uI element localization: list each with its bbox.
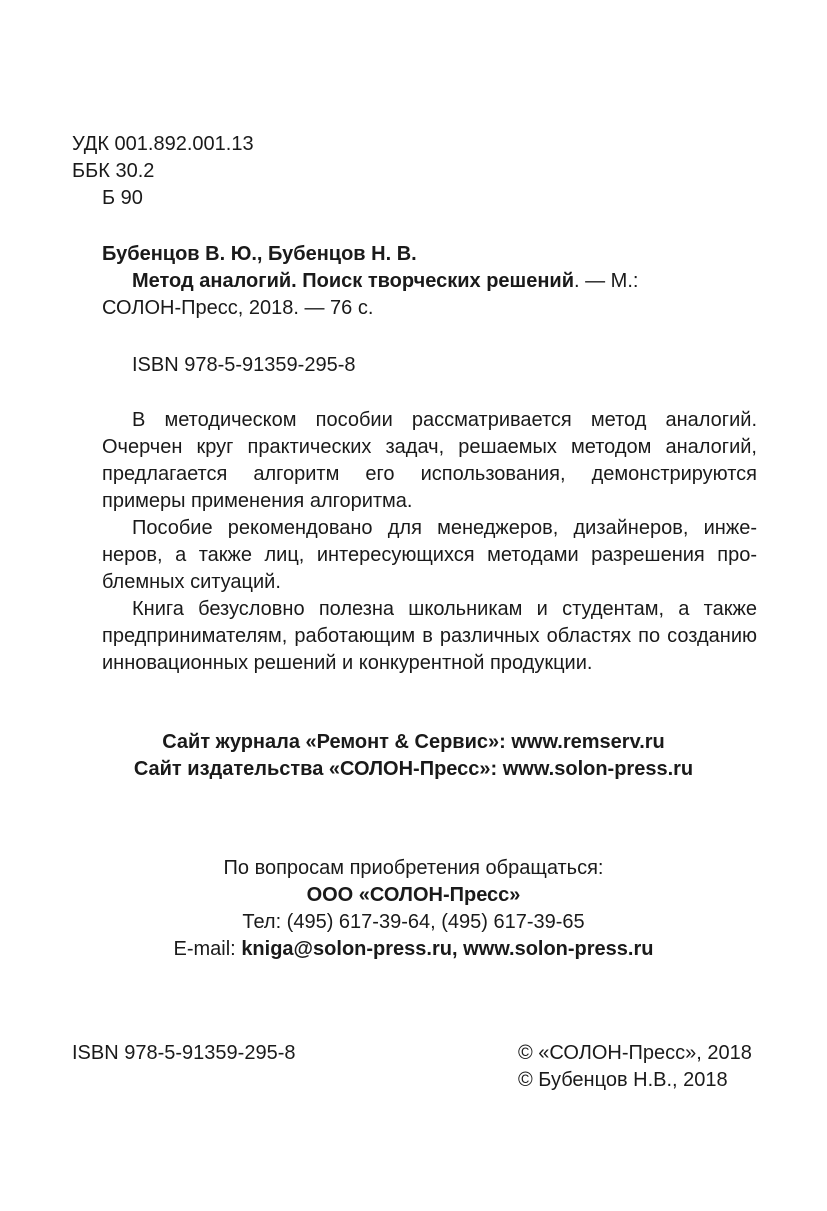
isbn-bottom: ISBN 978-5-91359-295-8	[72, 1042, 296, 1064]
contacts-block	[0, 855, 827, 963]
annotation-paragraph: Книга безусловно полезна школьникам и студентам, а также предпринимателям, работающим в различных областях по созданию инновационных решений и конкурентной продукции.	[102, 598, 757, 674]
phone-numbers: Тел: (495) 617-39-64, (495) 617-39-65	[242, 911, 585, 933]
publication-place: . — М.:	[574, 270, 639, 292]
email-label: E-mail:	[173, 938, 242, 960]
author-mark: Б 90	[102, 187, 143, 209]
author-copyright: © Бубенцов Н.В., 2018	[518, 1069, 728, 1091]
authors: Бубенцов В. Ю., Бубенцов Н. В.	[102, 243, 417, 265]
copyrights-block	[518, 1040, 752, 1094]
contacts-intro: По вопросам приобретения обращаться:	[223, 857, 604, 879]
annotation-paragraph: Пособие рекомендовано для менеджеров, дизайнеров, инженеров, а также лиц, интересующихся методами разрешения проблемных ситуаций.	[102, 517, 757, 593]
classification-block	[72, 131, 254, 212]
publisher-line: СОЛОН-Пресс, 2018. — 76 с.	[102, 297, 374, 319]
email-line	[0, 936, 827, 963]
annotation-paragraph: В методическом пособии рассматривается метод аналогий. Очерчен круг практических задач, решаемых методом аналогий, предлагается алгоритм его использования, демонстрируются примеры применения алгоритма.	[102, 409, 757, 512]
publisher-copyright: © «СОЛОН-Пресс», 2018	[518, 1042, 752, 1064]
publisher-website: Сайт издательства «СОЛОН-Пресс»: www.solon-press.ru	[133, 758, 694, 780]
websites-block	[0, 729, 827, 783]
annotation	[102, 407, 757, 677]
isbn-top: ISBN 978-5-91359-295-8	[132, 354, 356, 376]
email-value: kniga@solon-press.ru, www.solon-press.ru	[241, 938, 654, 960]
company-name: ООО «СОЛОН-Пресс»	[306, 884, 521, 906]
bbk-code: ББК 30.2	[72, 160, 155, 182]
udk-code: УДК 001.892.001.13	[72, 133, 254, 155]
book-title: Метод аналогий. Поиск творческих решений	[132, 270, 574, 292]
journal-website: Сайт журнала «Ремонт & Сервис»: www.remserv.ru	[162, 731, 665, 753]
book-title-line	[102, 268, 757, 295]
bibliographic-record	[102, 241, 757, 322]
